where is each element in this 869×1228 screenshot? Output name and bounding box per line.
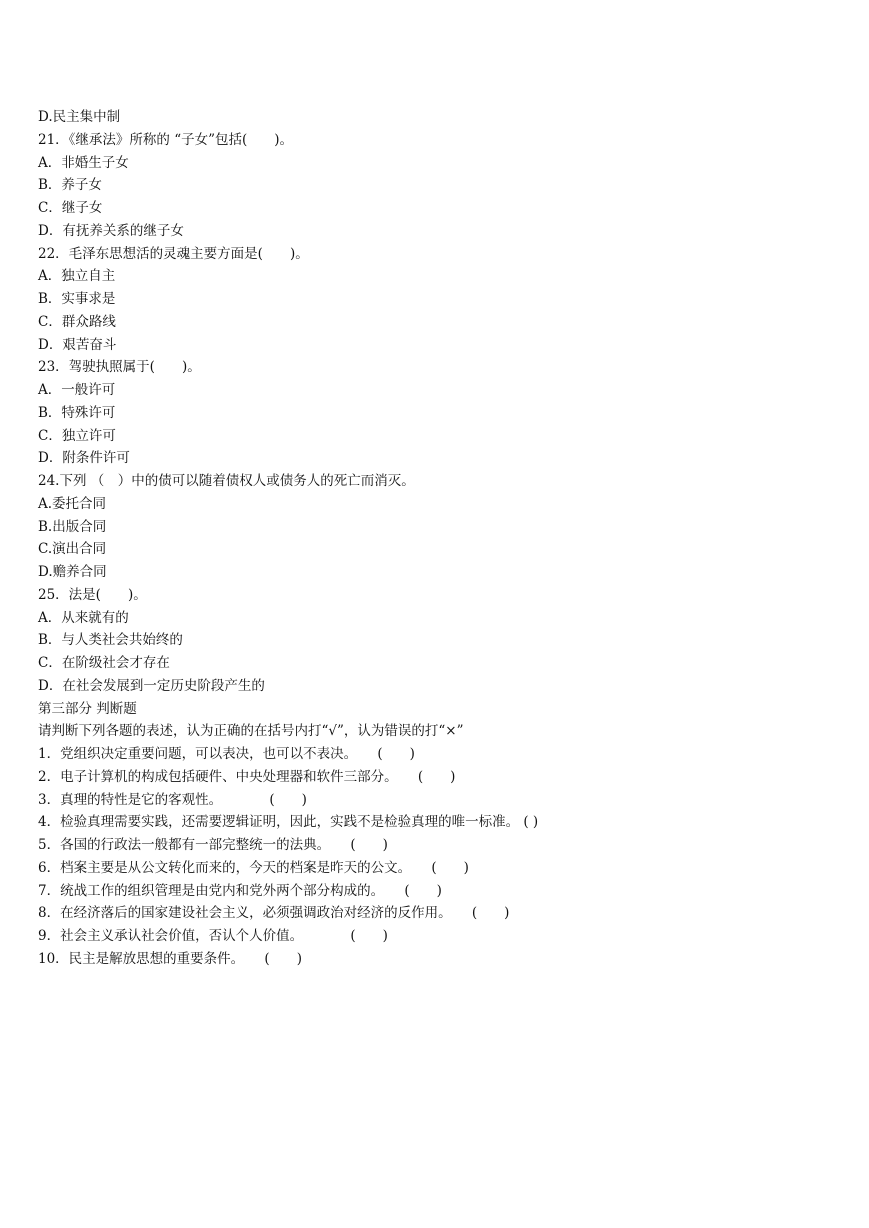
question-21: 21．《继承法》所称的 “子女”包括( )。 [38, 131, 294, 148]
judgment-2: 2．电子计算机的构成包括硬件、中央处理器和软件三部分。 ( ) [38, 768, 456, 785]
option-c-q25: C．在阶级社会才存在 [38, 655, 170, 671]
judgment-1: 1．党组织决定重要问题，可以表决，也可以不表决。 ( ) [38, 746, 415, 762]
option-c-q24: C.演出合同 [38, 541, 107, 558]
option-b-q25: B．与人类社会共始终的 [38, 632, 183, 649]
question-22: 22．毛泽东思想活的灵魂主要方面是( )。 [38, 245, 309, 262]
option-b-q22: B．实事求是 [38, 291, 116, 307]
option-c-q21: C．继子女 [38, 200, 103, 216]
judgment-6: 6．档案主要是从公文转化而来的，今天的档案是昨天的公文。 ( ) [38, 859, 469, 876]
option-d-q24: D.赡养合同 [38, 564, 107, 580]
option-a-q23: A．一般许可 [38, 382, 116, 398]
document-page [38, 106, 838, 971]
option-a-q25: A．从来就有的 [38, 609, 129, 626]
option-d-q20: D.民主集中制 [38, 109, 121, 125]
option-b-q21: B．养子女 [38, 177, 102, 194]
option-d-q22: D．艰苦奋斗 [38, 336, 117, 353]
option-c-q22: C．群众路线 [38, 313, 116, 330]
judgment-4: 4．检验真理需要实践，还需要逻辑证明，因此，实践不是检验真理的唯一标准。 ( ) [38, 814, 539, 831]
judgment-8: 8．在经济落后的国家建设社会主义，必须强调政治对经济的反作用。 ( ) [38, 905, 510, 922]
option-c-q23: C．独立许可 [38, 427, 116, 444]
section-instructions: 请判断下列各题的表述，认为正确的在括号内打“√”，认为错误的打“×” [38, 723, 464, 740]
question-23: 23．驾驶执照属于( )。 [38, 359, 201, 376]
judgment-9: 9．社会主义承认社会价值，否认个人价值。 ( ) [38, 928, 388, 944]
option-d-q21: D．有抚养关系的继子女 [38, 222, 184, 239]
question-24: 24.下列 （ ）中的债可以随着债权人或债务人的死亡而消灭。 [38, 473, 415, 489]
judgment-10: 10．民主是解放思想的重要条件。 ( ) [38, 950, 302, 967]
question-25: 25．法是( )。 [38, 586, 147, 603]
section-heading: 第三部分 判断题 [38, 700, 137, 717]
option-d-q25: D．在社会发展到一定历史阶段产生的 [38, 677, 265, 694]
judgment-3: 3．真理的特性是它的客观性。 ( ) [38, 791, 307, 808]
option-b-q24: B.出版合同 [38, 518, 107, 535]
judgment-7: 7．统战工作的组织管理是由党内和党外两个部分构成的。 ( ) [38, 882, 442, 899]
judgment-5: 5．各国的行政法一般都有一部完整统一的法典。 ( ) [38, 837, 388, 853]
option-a-q22: A．独立自主 [38, 268, 116, 285]
option-d-q23: D．附条件许可 [38, 450, 130, 467]
option-b-q23: B．特殊许可 [38, 404, 116, 421]
option-a-q24: A.委托合同 [38, 495, 107, 512]
option-a-q21: A．非婚生子女 [38, 154, 129, 171]
